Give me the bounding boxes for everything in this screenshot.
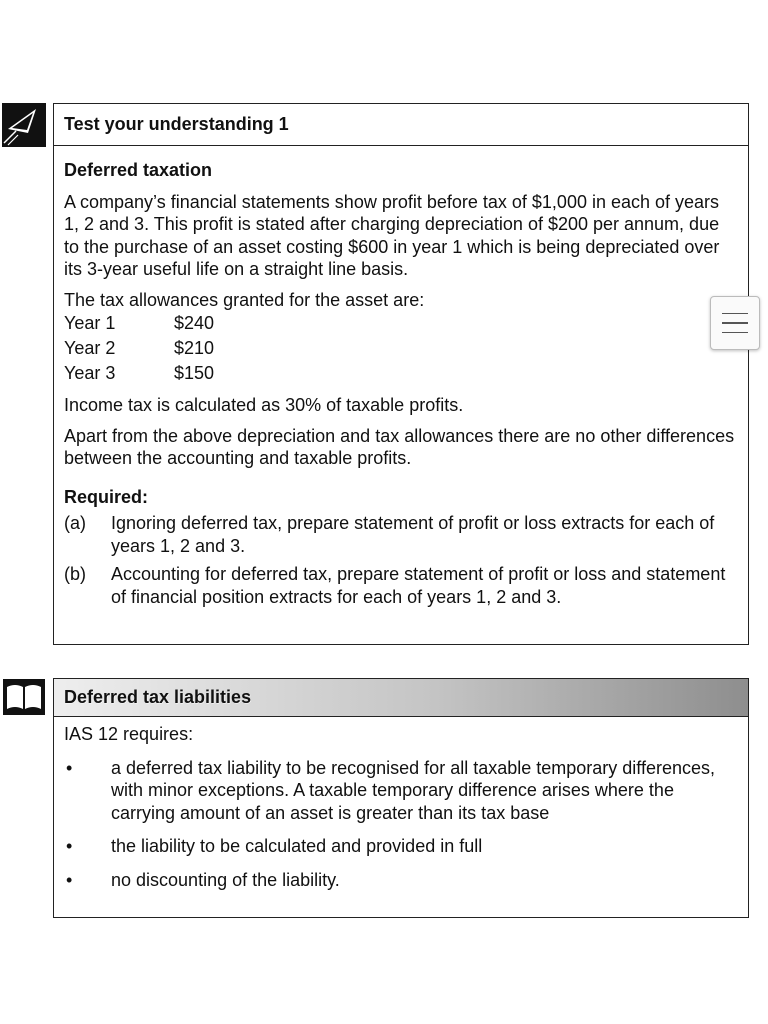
intro-paragraph: A company’s financial statements show profit before tax of $1,000 in each of years 1, 2 and 3. This profit is stated after charging depreciation of $200 per annum, due to the purchase of an asset costing $600 in year 1 which is being depreciated over its 3-year useful life on a straight line basis. xyxy=(64,191,720,279)
requirement-item xyxy=(64,512,738,557)
allowance-row xyxy=(64,361,738,386)
hamburger-line xyxy=(722,322,748,324)
requirement-label: (a) xyxy=(64,513,86,533)
bullet: • xyxy=(66,757,73,778)
list-item-text: no discounting of the liability. xyxy=(111,869,340,890)
allowances-list xyxy=(64,311,738,386)
allowance-row xyxy=(64,336,738,361)
allowances-intro: The tax allowances granted for the asset are: xyxy=(64,289,425,310)
list-item-text: a deferred tax liability to be recognised for all taxable temporary differences, with minor exceptions. A taxable temporary difference arises where the carrying amount of an asset is greater than its tax base xyxy=(111,757,715,823)
list-item xyxy=(64,869,738,892)
allowance-year: Year 2 xyxy=(64,338,116,358)
bullet: • xyxy=(66,836,73,856)
requirement-item xyxy=(64,563,738,608)
allowance-year: Year 1 xyxy=(64,313,116,333)
list-item xyxy=(64,757,738,825)
other-differences-text: Apart from the above depreciation and tax allowances there are no other differences between the accounting and taxable profits. xyxy=(64,425,735,468)
requirement-label: (b) xyxy=(64,564,86,584)
hamburger-line xyxy=(722,332,748,334)
hamburger-menu-icon xyxy=(722,313,748,315)
ias12-intro: IAS 12 requires: xyxy=(64,724,194,744)
allowance-amount: $240 xyxy=(174,313,215,333)
deferred-tax-liabilities-box xyxy=(53,678,749,918)
bullet: • xyxy=(66,869,73,890)
tax-rate-text: Income tax is calculated as 30% of taxable profits. xyxy=(64,395,464,415)
list-item-text: the liability to be calculated and provided in full xyxy=(111,836,483,856)
list-item xyxy=(64,835,738,858)
menu-button[interactable] xyxy=(710,296,760,350)
open-book-icon xyxy=(3,679,45,715)
required-heading: Required: xyxy=(64,486,149,507)
allowance-amount: $150 xyxy=(174,363,215,383)
allowance-row xyxy=(64,311,738,336)
test-your-understanding-box xyxy=(53,103,749,645)
requirement-text: Accounting for deferred tax, prepare statement of profit or loss and statement of financial position extracts for each of years 1, 2 and 3. xyxy=(111,564,726,607)
requirement-text: Ignoring deferred tax, prepare statement of profit or loss extracts for each of years 1, 2 and 3. xyxy=(111,513,715,556)
box-title: Deferred tax liabilities xyxy=(54,679,748,717)
section-subtitle: Deferred taxation xyxy=(64,160,213,180)
allowance-amount: $210 xyxy=(174,338,215,358)
pen-nib-icon xyxy=(2,103,46,147)
allowance-year: Year 3 xyxy=(64,363,116,383)
box-title: Test your understanding 1 xyxy=(54,104,748,146)
